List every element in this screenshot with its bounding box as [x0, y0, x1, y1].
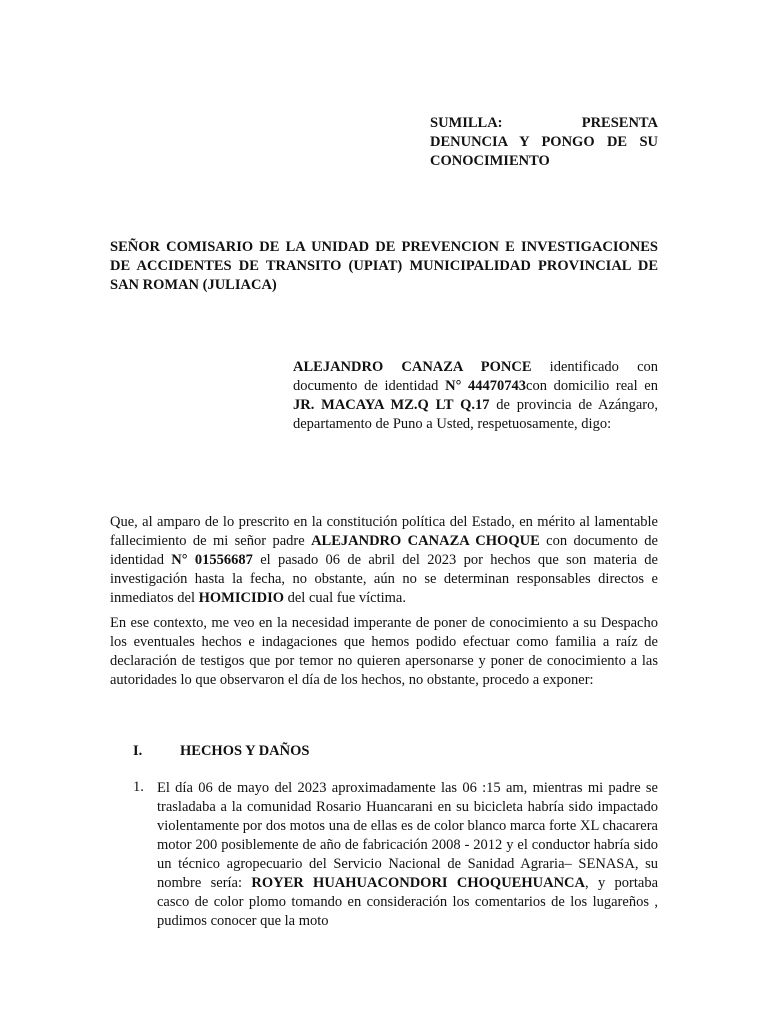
addressee-text: SEÑOR COMISARIO DE LA UNIDAD DE PREVENCION E INVESTIGACIONES DE ACCIDENTES DE TRANSITO (UPIAT) MUNICIPALIDAD PROVINCIAL DE SAN ROMAN (JULIACA): [110, 239, 658, 293]
section-number: I.: [133, 743, 143, 759]
identification-paragraph: [293, 358, 658, 434]
ident-text-3: de provincia de Azángaro, departamento de Puno a Usted, respetuosamente, digo:: [293, 397, 658, 432]
sumilla-line2-text: DENUNCIA Y PONGO DE SU: [430, 134, 658, 150]
sumilla-line3: CONOCIMIENTO: [430, 153, 550, 169]
father-name: ALEJANDRO CANAZA CHOQUE: [311, 533, 540, 549]
addressee-block: [110, 238, 658, 295]
petitioner-dni: N° 44470743: [445, 378, 527, 394]
sumilla-line2: [430, 133, 658, 152]
sumilla-value: PRESENTA: [581, 115, 658, 131]
ident-text-1: identificado con documento de identidad: [293, 359, 658, 394]
para1-text-3: el pasado 06 de abril del 2023 por hechos que son materia de investigación hasta la fecha, no obstante, aún no se determinan responsables directos e inmediatos del: [110, 552, 658, 606]
driver-name: ROYER HUAHUACONDORI CHOQUEHUANCA: [251, 875, 585, 891]
petitioner-name: ALEJANDRO CANAZA PONCE: [293, 359, 532, 375]
item1-text-2: , y portaba casco de color plomo tomando en consideración los comentarios de los lugareños , pudimos conocer que la moto: [157, 875, 659, 929]
item1-text-1: El día 06 de mayo del 2023 aproximadamente las 06 :15 am, mientras mi padre se trasladaba a la comunidad Rosario Huancarani en su bicicleta habría sido impactado violentamente por dos motos una de ellas es de color blanco marca forte XL chacarera motor 200 posiblemente de año de fabricación 2008 - 2012 y el conductor habría sido un técnico agropecuario del Servicio Nacional de Sanidad Agraria– SENASA, su nombre sería:: [157, 780, 658, 891]
petitioner-address: JR. MACAYA MZ.Q LT Q.17: [293, 397, 490, 413]
section-title: HECHOS Y DAÑOS: [180, 743, 310, 759]
para1-text-1: Que, al amparo de lo prescrito en la constitución política del Estado, en mérito al lamentable fallecimiento de mi señor padre: [110, 514, 658, 549]
father-dni: N° 01556687: [171, 552, 253, 568]
paragraph-1-text: [110, 513, 658, 608]
ident-text-2: con domicilio real en: [526, 378, 658, 394]
crime-label: HOMICIDIO: [198, 590, 284, 606]
sumilla-block: [430, 114, 658, 171]
identification-block: [293, 358, 658, 434]
para1-text-4: del cual fue víctima.: [284, 590, 406, 606]
section-heading: [133, 742, 309, 761]
sumilla-label: SUMILLA:: [430, 115, 503, 131]
paragraph-2: [110, 614, 658, 690]
list-item: [133, 779, 658, 931]
paragraph-2-text: En ese contexto, me veo en la necesidad imperante de poner de conocimiento a su Despacho los eventuales hechos e indagaciones que hemos podido efectuar como familia a raíz de declaración de testigos que por temor no quieren apersonarse y poner de conocimiento a las autoridades lo que observaron el día de los hechos, no obstante, procedo a exponer:: [110, 615, 658, 688]
list-item-text: [157, 779, 658, 931]
list-item-number: 1.: [133, 779, 144, 795]
paragraph-1: [110, 513, 658, 608]
para1-text-2: con documento de identidad: [110, 533, 658, 568]
